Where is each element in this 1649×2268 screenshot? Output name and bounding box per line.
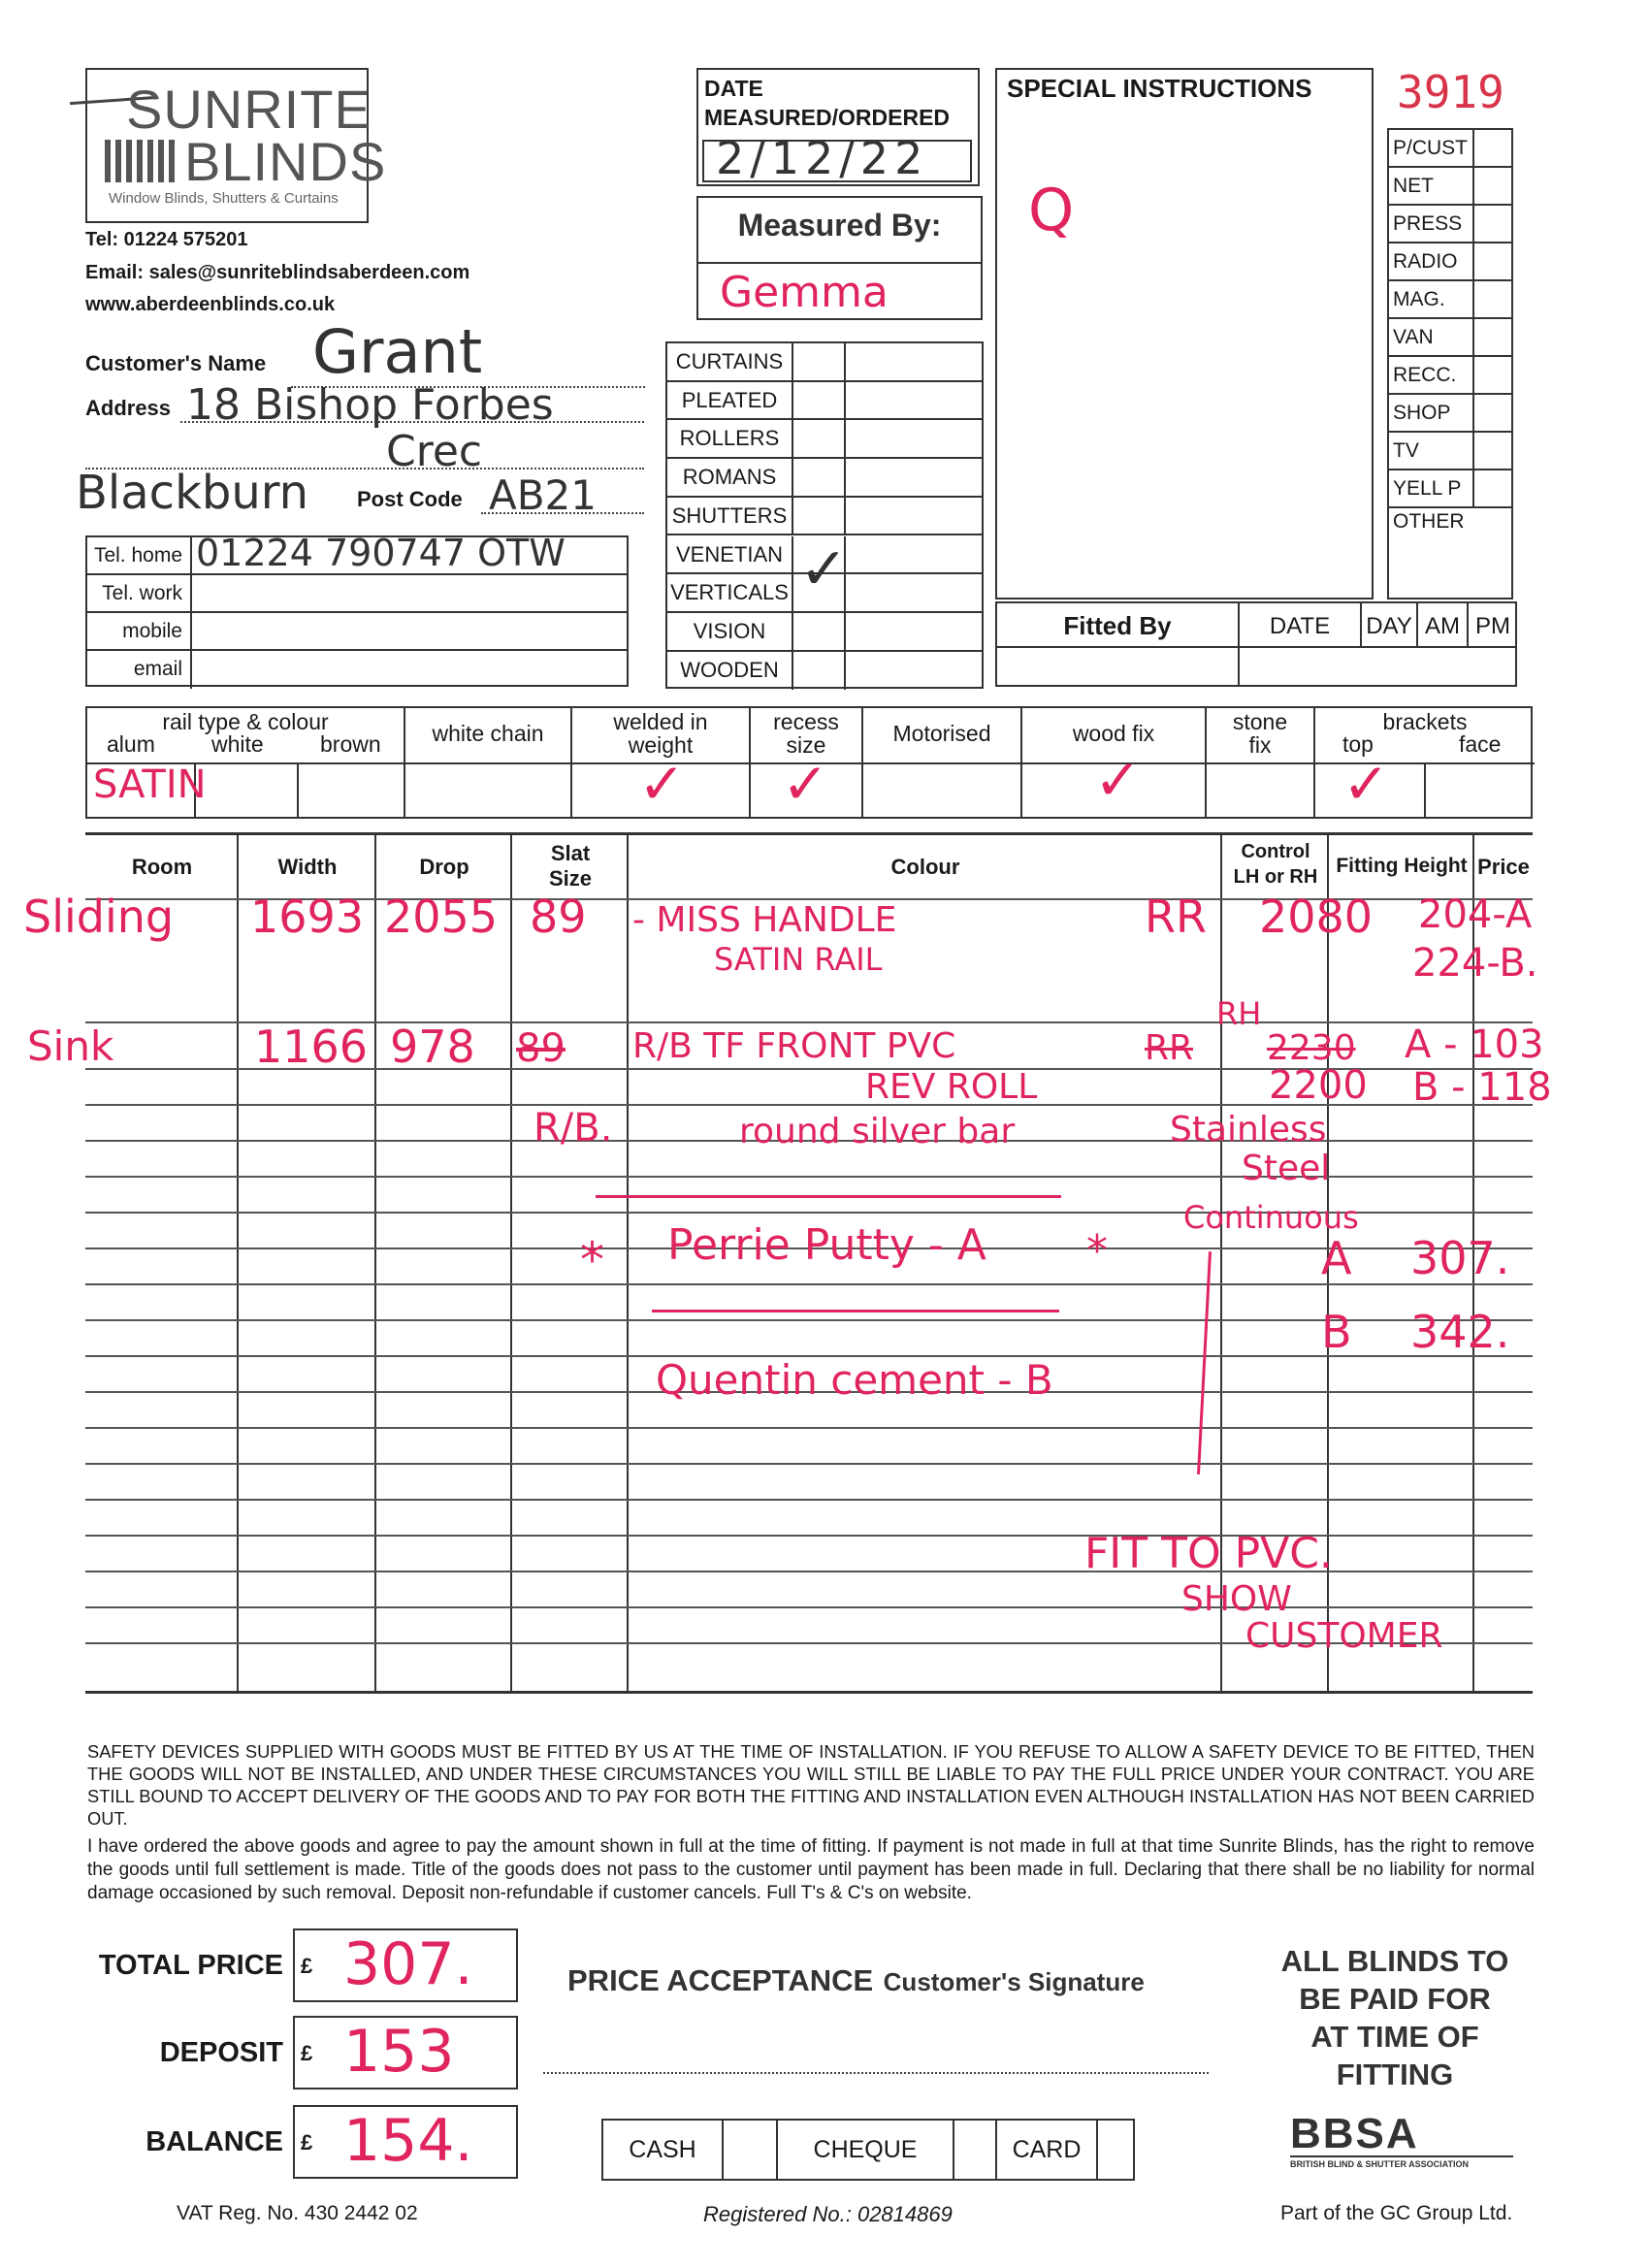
product-label: VISION: [667, 613, 793, 650]
source-label: YELL P: [1389, 470, 1474, 506]
row2-price-1[interactable]: A - 103: [1405, 1022, 1544, 1067]
col-price: Price: [1477, 855, 1530, 879]
col-control-1: Control: [1241, 841, 1310, 862]
phone-table: [85, 532, 629, 687]
product-row[interactable]: [667, 459, 982, 498]
source-row[interactable]: [1389, 130, 1511, 168]
company-logo: [85, 68, 387, 223]
source-label: RECC.: [1389, 357, 1474, 393]
currency-icon: £: [301, 2130, 313, 2155]
source-label: MAG.: [1389, 281, 1474, 317]
product-label: VERTICALS: [667, 574, 793, 611]
row2-fitting[interactable]: 2200: [1269, 1063, 1368, 1108]
source-row[interactable]: [1389, 395, 1511, 433]
rail-alum-label: alum: [107, 731, 155, 757]
date-value[interactable]: 2/12/22: [716, 132, 929, 184]
product-row[interactable]: [667, 613, 982, 652]
product-label: ROLLERS: [667, 420, 793, 457]
fitted-day-label: DAY: [1366, 613, 1412, 639]
address-line1[interactable]: 18 Bishop Forbes: [186, 380, 554, 430]
row2-slat-struck: 89: [516, 1026, 566, 1071]
motorised-label: Motorised: [892, 721, 991, 746]
phone-row-work: [87, 575, 627, 613]
balance-label: BALANCE: [146, 2126, 283, 2157]
special-instructions-box: [995, 68, 1374, 599]
payment-notice: [1251, 1942, 1538, 2093]
address-line2[interactable]: Crec: [386, 427, 483, 476]
phone-home-label: Tel. home: [87, 537, 192, 573]
brackets-label: brackets: [1382, 709, 1468, 734]
col-colour: Colour: [890, 855, 960, 879]
fabric-a-star-end-icon: *: [1086, 1226, 1108, 1276]
address-town[interactable]: Blackburn: [76, 466, 309, 520]
product-row[interactable]: [667, 498, 982, 536]
price-acceptance-label: PRICE ACCEPTANCE: [567, 1963, 874, 1997]
product-label: PLEATED: [667, 382, 793, 419]
white-chain-label: white chain: [432, 721, 544, 746]
product-label: CURTAINS: [667, 343, 793, 380]
product-row[interactable]: [667, 382, 982, 421]
product-label: WOODEN: [667, 652, 793, 691]
address-label: Address: [85, 396, 172, 420]
registered-number: Registered No.: 02814869: [703, 2202, 953, 2226]
col-fitting-height: Fitting Height: [1336, 855, 1468, 877]
product-label: VENETIAN: [667, 536, 793, 573]
measured-by-label: Measured By:: [737, 208, 942, 243]
phone-work-label: Tel. work: [87, 575, 192, 611]
product-row[interactable]: [667, 343, 982, 382]
signature-label: Customer's Signature: [883, 1967, 1145, 1996]
total-b-label: B: [1321, 1306, 1352, 1358]
signature-line[interactable]: [543, 2072, 1209, 2074]
row2-note-2[interactable]: Steel: [1242, 1149, 1331, 1188]
welded-label: welded in weight: [613, 709, 708, 758]
payment-cash-label: CASH: [603, 2121, 724, 2179]
rail-white-label: white: [211, 731, 264, 757]
phone-email-label: email: [87, 651, 192, 689]
logo-tagline: Window Blinds, Shutters & Curtains: [109, 190, 339, 207]
row1-width[interactable]: 1693: [250, 891, 365, 943]
source-label: P/CUST: [1389, 130, 1474, 166]
row2-width[interactable]: 1166: [254, 1021, 369, 1073]
payment-cheque-label: CHEQUE: [778, 2121, 954, 2179]
customer-name[interactable]: Grant: [312, 316, 483, 387]
options-row: [85, 706, 1533, 819]
notice-line: AT TIME OF: [1310, 2020, 1479, 2054]
option-motorised[interactable]: [863, 708, 1022, 817]
bbsa-logo: [1290, 2110, 1513, 2169]
row1-control[interactable]: RR: [1145, 891, 1207, 943]
row1-colour-2[interactable]: SATIN RAIL: [714, 941, 883, 978]
row2-colour-1[interactable]: R/B TF FRONT PVC: [632, 1026, 956, 1066]
fabric-a[interactable]: Perrie Putty - A: [667, 1220, 986, 1270]
vat-number: VAT Reg. No. 430 2442 02: [177, 2202, 418, 2224]
rail-value[interactable]: SATIN: [93, 762, 207, 807]
postcode[interactable]: AB21: [489, 471, 597, 519]
fit-note-3[interactable]: CUSTOMER: [1245, 1616, 1443, 1656]
logo-line1: SUNRITE: [126, 79, 372, 140]
source-label: NET: [1389, 168, 1474, 204]
option-white-chain[interactable]: [405, 708, 572, 817]
total-price-label: TOTAL PRICE: [98, 1950, 283, 1981]
fitted-by-box: [995, 601, 1517, 687]
fabric-a-star-icon: *: [580, 1232, 604, 1288]
currency-icon: £: [301, 1954, 313, 1978]
phone-row-home: [87, 532, 627, 575]
source-row[interactable]: [1389, 433, 1511, 470]
phone-row-mobile: [87, 613, 627, 651]
option-wood-fix[interactable]: [1022, 708, 1207, 817]
rail-brown-label: brown: [320, 731, 381, 757]
fit-note-1[interactable]: FIT TO PVC.: [1084, 1529, 1333, 1578]
notice-line: FITTING: [1336, 2057, 1454, 2091]
recess-check-icon: ✓: [782, 751, 829, 817]
rail-label: rail type & colour: [162, 709, 329, 734]
row2-colour-2[interactable]: REV ROLL: [865, 1067, 1038, 1107]
source-label: PRESS: [1389, 206, 1474, 242]
row2-control-top[interactable]: RH: [1216, 995, 1262, 1032]
fit-note-2[interactable]: SHOW: [1181, 1579, 1292, 1619]
deposit-value[interactable]: 153: [343, 2018, 455, 2086]
verticals-check-icon: ✓: [799, 535, 849, 604]
order-agreement: I have ordered the above goods and agree to pay the amount shown in full at the time of fitting. If payment is not made in full at that time Sunrite Blinds, has the right to remove the goods until full settlement is made. Title of the goods does not pass to the customer until payment has been made in full. Declaring that there shall be no liability for normal damage occasioned by such removal. Deposit non-refundable if customer cancels. Full T's & C's on website.: [87, 1836, 1535, 1903]
row2-drop[interactable]: 978: [390, 1021, 475, 1073]
source-row[interactable]: [1389, 357, 1511, 395]
row1-price-2[interactable]: 224-B.: [1412, 941, 1538, 986]
phone-mobile-label: mobile: [87, 613, 192, 649]
phone-home-value[interactable]: 01224 790747 OTW: [196, 532, 566, 574]
date-label-1: DATE: [704, 76, 763, 101]
price-acceptance: [567, 1963, 1145, 1998]
stone-fix-label: stone fix: [1232, 709, 1288, 758]
logo-bars-icon: [105, 140, 177, 182]
row2-note-1[interactable]: Stainless: [1170, 1110, 1327, 1150]
row1-colour-1[interactable]: - MISS HANDLE: [632, 900, 897, 940]
brackets-face-label: face: [1459, 731, 1502, 757]
col-width: Width: [277, 855, 338, 879]
wood-fix-label: wood fix: [1072, 721, 1155, 746]
row2-colour-3[interactable]: round silver bar: [739, 1112, 1016, 1151]
row1-price-1[interactable]: 204-A: [1418, 892, 1533, 937]
row1-drop[interactable]: 2055: [384, 891, 499, 943]
logo-line2: BLINDS: [184, 131, 387, 192]
measured-by-box: [696, 196, 983, 320]
total-b[interactable]: 342.: [1410, 1306, 1510, 1358]
product-checklist: [665, 341, 984, 689]
row2-fitting-struck: 2230: [1267, 1028, 1356, 1068]
notice-line: BE PAID FOR: [1299, 1982, 1491, 2016]
row2-room[interactable]: Sink: [27, 1022, 114, 1070]
form-number: 3919: [1397, 66, 1504, 118]
row2-control[interactable]: RR: [1145, 1028, 1194, 1068]
notice-line: ALL BLINDS TO: [1280, 1944, 1509, 1978]
contact-tel: Tel: 01224 575201: [85, 229, 248, 250]
date-label-2: MEASURED/ORDERED: [704, 105, 951, 130]
fabric-b[interactable]: Quentin cement - B: [656, 1356, 1053, 1404]
balance-box[interactable]: [293, 2105, 518, 2179]
source-label: RADIO: [1389, 243, 1474, 279]
deposit-label: DEPOSIT: [159, 2037, 283, 2068]
fitted-date-label: DATE: [1269, 613, 1331, 639]
contact-email: Email: sales@sunriteblindsaberdeen.com: [85, 262, 470, 283]
bbsa-sub: BRITISH BLIND & SHUTTER ASSOCIATION: [1290, 2155, 1513, 2169]
source-other-label[interactable]: OTHER: [1393, 510, 1465, 533]
contact-web: www.aberdeenblinds.co.uk: [85, 294, 336, 315]
brackets-top-check-icon: ✓: [1342, 751, 1390, 817]
row2-slat-2[interactable]: R/B.: [534, 1106, 613, 1150]
total-a[interactable]: 307.: [1410, 1232, 1510, 1284]
col-drop: Drop: [419, 855, 469, 879]
date-box: [696, 68, 980, 186]
option-recess[interactable]: [751, 708, 863, 817]
measured-by-value[interactable]: Gemma: [720, 268, 889, 317]
special-instructions-value[interactable]: Q: [1028, 177, 1075, 244]
customer-name-label: Customer's Name: [85, 351, 267, 375]
wood-fix-check-icon: ✓: [1094, 747, 1142, 813]
group-line: Part of the GC Group Ltd.: [1280, 2202, 1513, 2224]
source-row[interactable]: [1389, 319, 1511, 357]
payment-cheque-checkbox[interactable]: [954, 2121, 997, 2179]
col-slat-1: Slat: [550, 841, 591, 865]
source-row[interactable]: [1389, 168, 1511, 206]
special-instructions-label: SPECIAL INSTRUCTIONS: [1007, 74, 1312, 103]
deposit-box[interactable]: [293, 2016, 518, 2090]
payment-method-box: [601, 2119, 1135, 2181]
row1-slat[interactable]: 89: [530, 891, 587, 943]
product-row[interactable]: [667, 420, 982, 459]
product-label: SHUTTERS: [667, 498, 793, 535]
lead-source-list: [1387, 128, 1513, 599]
option-stone-fix[interactable]: [1207, 708, 1315, 817]
col-slat-2: Size: [548, 866, 593, 891]
source-row[interactable]: [1389, 243, 1511, 281]
col-room: Room: [131, 855, 193, 879]
payment-card-label: CARD: [997, 2121, 1098, 2179]
fitted-pm-label: PM: [1475, 613, 1510, 639]
source-label: TV: [1389, 433, 1474, 469]
option-brackets[interactable]: [1315, 708, 1535, 817]
row1-room[interactable]: Sliding: [23, 891, 175, 943]
source-label: VAN: [1389, 319, 1474, 355]
payment-cash-checkbox[interactable]: [724, 2121, 778, 2179]
currency-icon: £: [301, 2041, 313, 2065]
postcode-label: Post Code: [357, 487, 463, 511]
phone-row-email: [87, 651, 627, 689]
col-control-2: LH or RH: [1233, 866, 1318, 888]
brackets-top-label: top: [1342, 731, 1374, 757]
source-row[interactable]: [1389, 206, 1511, 243]
fitted-am-label: AM: [1425, 613, 1460, 639]
row2-note-3[interactable]: Continuous: [1183, 1199, 1359, 1236]
total-price-value[interactable]: 307.: [343, 1930, 473, 1998]
balance-value[interactable]: 154.: [343, 2107, 473, 2175]
option-welded[interactable]: [572, 708, 751, 817]
safety-notice: SAFETY DEVICES SUPPLIED WITH GOODS MUST BE FITTED BY US AT THE TIME OF INSTALLATION. IF YOU REFUSE TO ALLOW A SAFETY DEVICE TO BE FITTED, THEN THE GOODS WILL NOT BE INSTALLED, AND UNDER THESE CIRCUMSTANCES YOU WILL STILL BE LIABLE TO PAY THE FULL PRICE UNDER YOUR CONTRACT. YOU ARE STILL BOUND TO ACCEPT DELIVERY OF THE GOODS AND TO PAY FOR BOTH THE FITTING AND INSTALLATION EVEN ALTHOUGH INSTALLATION HAS NOT BEEN CARRIED OUT.: [87, 1741, 1535, 1829]
total-a-label: A: [1321, 1232, 1352, 1284]
product-label: ROMANS: [667, 459, 793, 496]
product-row[interactable]: [667, 652, 982, 691]
payment-card-checkbox[interactable]: [1098, 2121, 1133, 2179]
fitted-by-label: Fitted By: [1063, 611, 1172, 640]
source-row[interactable]: [1389, 281, 1511, 319]
row2-price-2[interactable]: B - 118: [1412, 1065, 1552, 1110]
welded-check-icon: ✓: [638, 751, 686, 817]
bbsa-name: BBSA: [1290, 2110, 1419, 2157]
row1-fitting[interactable]: 2080: [1259, 891, 1374, 943]
total-price-box[interactable]: [293, 1928, 518, 2002]
source-row[interactable]: [1389, 470, 1511, 508]
recess-label: recess size: [773, 709, 839, 758]
source-label: SHOP: [1389, 395, 1474, 431]
option-rail[interactable]: [87, 708, 405, 817]
